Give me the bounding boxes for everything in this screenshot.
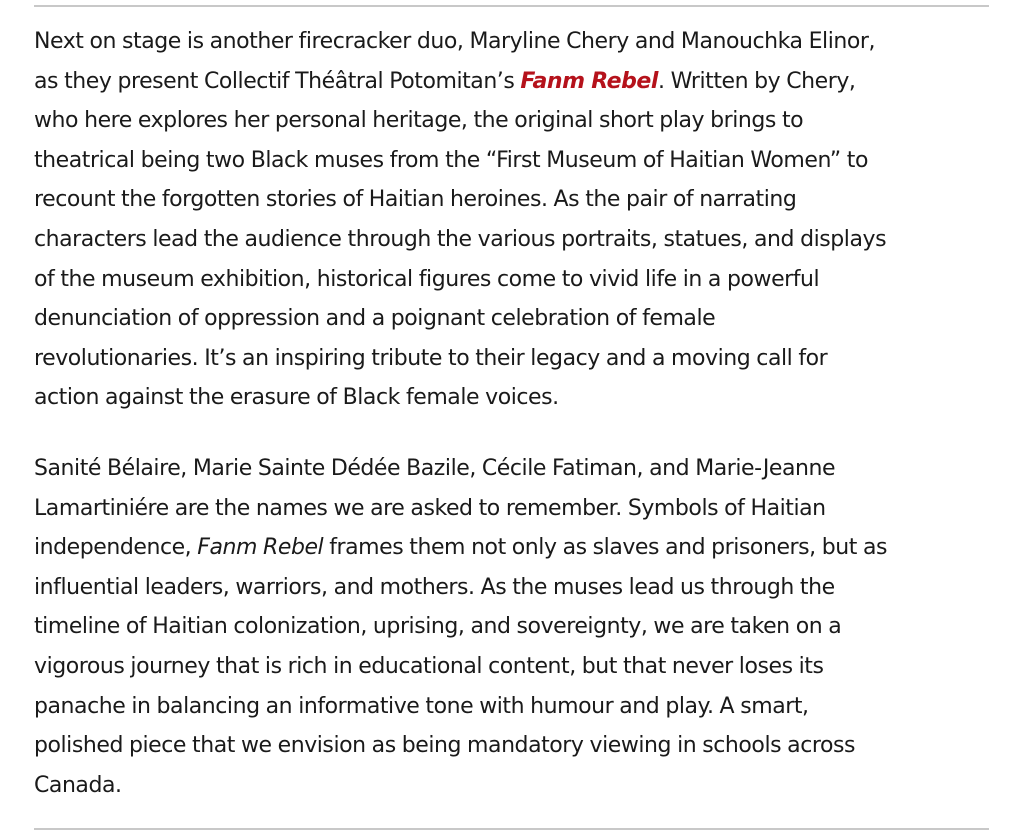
text-line [34,62,994,102]
text-line: polished piece that we envision as being mandatory viewing in schools across [34,733,855,759]
text-line: Sanité Bélaire, Marie Sainte Dédée Bazile, Cécile Fatiman, and Marie-Jeanne [34,455,836,481]
play-title-italic: Fanm Rebel [197,535,324,561]
text-line: vigorous journey that is rich in educational content, but that never loses its [34,653,824,679]
text-line: panache in balancing an informative tone with humour and play. A smart, [34,693,809,719]
text-line: Canada. [34,772,122,798]
text-line: timeline of Haitian colonization, uprising, and sovereignty, we are taken on a [34,614,842,640]
bottom-divider [34,828,989,830]
text-line: influential leaders, warriors, and mothers. As the muses lead us through the [34,574,835,600]
play-title-highlight: Fanm Rebel [520,68,658,94]
text-line: characters lead the audience through the various portraits, statues, and displays [34,226,887,252]
text-line: denunciation of oppression and a poignant celebration of female [34,306,716,332]
text-line: theatrical being two Black muses from the “First Museum of Haitian Women” to [34,147,868,173]
top-divider [34,5,989,7]
review-paragraph-2 [34,449,994,805]
text-line: Lamartiniére are the names we are asked to remember. Symbols of Haitian [34,495,826,521]
text-line: revolutionaries. It’s an inspiring tribute to their legacy and a moving call for [34,345,828,371]
text-segment: as they present Collectif Théâtral Potomitan’s [34,68,521,94]
text-line: of the museum exhibition, historical figures come to vivid life in a powerful [34,266,820,292]
review-paragraph-1 [34,22,994,418]
text-segment: independence, [34,535,198,561]
text-segment: frames them not only as slaves and prisoners, but as [323,535,887,561]
text-line: action against the erasure of Black female voices. [34,385,559,411]
text-line: Next on stage is another firecracker duo, Maryline Chery and Manouchka Elinor, [34,29,876,54]
text-line: who here explores her personal heritage, the original short play brings to [34,108,804,134]
text-line: recount the forgotten stories of Haitian heroines. As the pair of narrating [34,187,797,213]
text-segment: . Written by Chery, [657,68,856,94]
text-line [34,528,994,568]
article-body [34,22,994,805]
